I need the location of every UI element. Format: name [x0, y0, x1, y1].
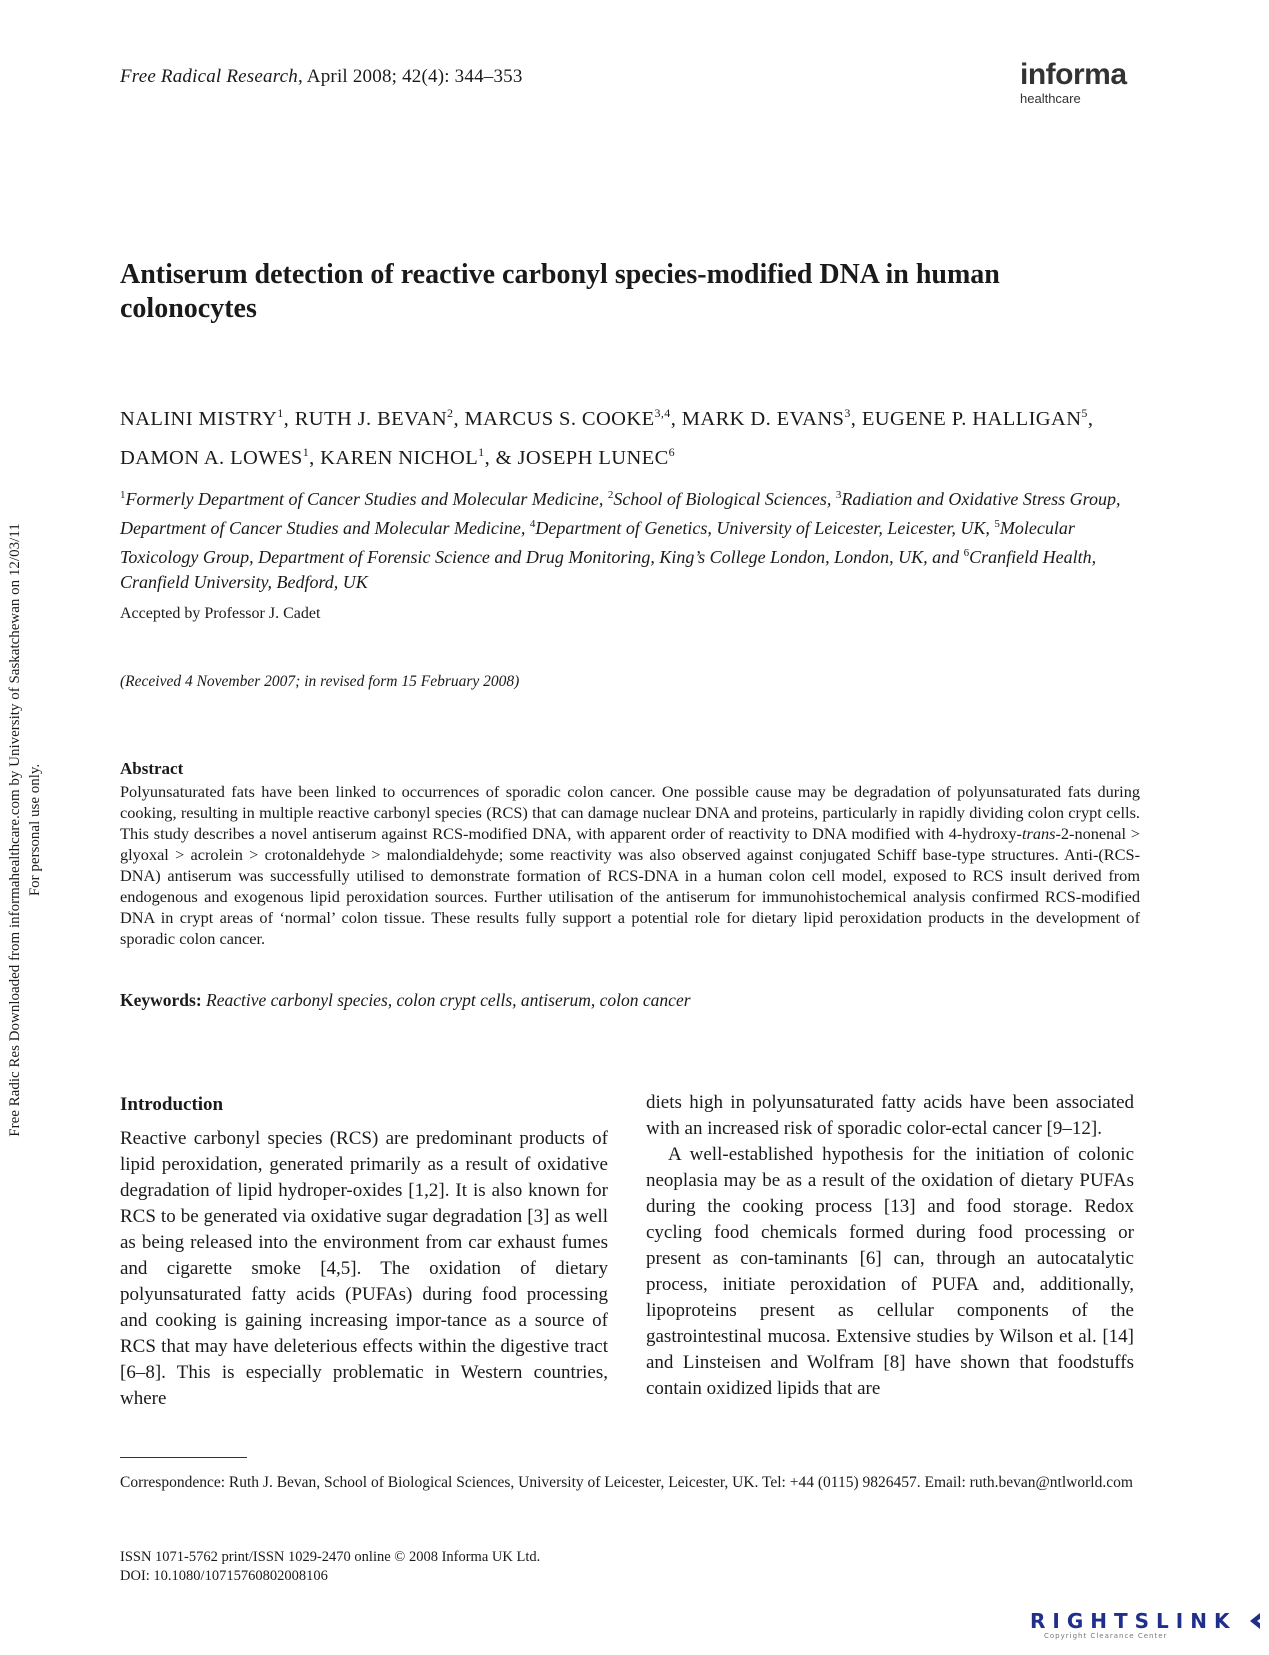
publisher-logo [1020, 60, 1140, 106]
rightslink-logo[interactable] [1030, 1610, 1266, 1652]
affiliation-mark: 6 [963, 547, 970, 559]
logo-sub: healthcare [1020, 91, 1081, 106]
author-name: KAREN NICHOL [320, 446, 479, 469]
accepted-by: Accepted by Professor J. Cadet [120, 605, 321, 622]
affiliation-text: School of Biological Sciences, [613, 489, 836, 509]
rightslink-arrow-icon [1246, 1610, 1266, 1632]
intro-paragraph-1: Reactive carbonyl species (RCS) are predominant products of lipid peroxidation, generated primarily as a result of oxidative degradation of lipid hydroper-oxides [1,2]. It is also known for RCS to be generated via oxidative sugar degradation [3] as well as being released into the environment from car exhaust fumes and cigarette smoke [4,5]. The oxidation of dietary polyunsaturated fatty acids (PUFAs) during food processing and cooking is gaining increasing impor-tance as a source of RCS that may have deleterious effects within the digestive tract [6–8]. This is especially problematic in Western countries, where [120, 1128, 608, 1409]
abstract-part-1: Polyunsaturated fats have been linked to occurrences of sporadic colon cancer. One possible cause may be degradation of polyunsaturated fats during cooking, resulting in multiple reactive carbonyl species (RCS) that can damage nuclear DNA and proteins, particularly in rapidly dividing colon crypt cells. This study describes a novel antiserum against RCS-modified DNA, with apparent order of reactivity to DNA modified with 4-hydroxy- [120, 782, 1140, 843]
column-right [646, 1090, 1134, 1402]
author-affiliation-mark: 5 [1081, 406, 1088, 420]
affiliation-mark: 1 [120, 489, 126, 501]
author-name: RUTH J. BEVAN [294, 407, 448, 430]
correspondence: Correspondence: Ruth J. Bevan, School of Biological Sciences, University of Leicester, Leicester, UK. Tel: +44 (0115) 9826457. Email: ruth.bevan@ntlworld.com [120, 1474, 1133, 1491]
watermark-line-2: For personal use only. [27, 763, 43, 897]
column-left [120, 1092, 608, 1412]
journal-citation [120, 66, 523, 88]
author-affiliation-mark: 1 [277, 406, 284, 420]
author-name: MARK D. EVANS [681, 407, 845, 430]
author-affiliation-mark: 6 [668, 444, 676, 459]
issn-block [120, 1548, 540, 1586]
article-title: Antiserum detection of reactive carbonyl species-modified DNA in human colonocytes [120, 259, 1000, 324]
author-list [120, 397, 1140, 475]
intro-paragraph-continued: diets high in polyunsaturated fatty acids have been associated with an increased risk of sporadic color-ectal cancer [9–12]. [646, 1092, 1134, 1139]
affiliation-mark: 4 [529, 518, 536, 530]
author-separator: , & [484, 446, 518, 469]
author-affiliation-mark: 1 [302, 444, 310, 459]
affiliation-text: Formerly Department of Cancer Studies and Molecular Medicine, [125, 489, 608, 509]
affiliation-text: Department of Genetics, University of Leicester, Leicester, UK, [535, 518, 995, 538]
author-separator: , [283, 407, 295, 430]
keywords-text: Reactive carbonyl species, colon crypt cells, antiserum, colon cancer [206, 990, 691, 1010]
author-name: JOSEPH LUNEC [517, 446, 669, 469]
abstract-part-2: -2-nonenal > glyoxal > acrolein > crotonaldehyde > malondialdehyde; some reactivity was also observed against conjugated Schiff base-type structures. Anti-(RCS-DNA) antiserum was successfully utilised to demonstrate formation of RCS-DNA in a human colon cell model, exposed to RCS insult derived from endogenous and exogenous lipid peroxidation sources. Further utilisation of the antiserum for immunohistochemical analysis confirmed RCS-modified DNA in crypt areas of ‘normal’ colon tissue. These results fully support a potential role for dietary lipid peroxidation products in the development of sporadic colon cancer. [120, 824, 1140, 948]
download-watermark-text [5, 430, 45, 1230]
section-heading-introduction: Introduction [120, 1094, 224, 1115]
abstract-italic: trans [1021, 824, 1056, 843]
issn-line: ISSN 1071-5762 print/ISSN 1029-2470 online © 2008 Informa UK Ltd. [120, 1549, 541, 1565]
affiliations [120, 483, 1140, 595]
author-name: MARCUS S. COOKE [464, 407, 655, 430]
doi-line: DOI: 10.1080/10715760802008106 [120, 1568, 328, 1584]
journal-issue: , April 2008; 42(4): 344–353 [297, 66, 523, 87]
affiliation-mark: 3 [835, 489, 842, 501]
affiliation-text: Cranfield Health, Cranfield University, Bedford, UK [120, 547, 1097, 592]
download-watermark [0, 0, 50, 1655]
received-dates: (Received 4 November 2007; in revised form 15 February 2008) [120, 673, 520, 690]
rightslink-sub: Copyright Clearance Center [1044, 1632, 1168, 1640]
author-affiliation-mark: 3 [844, 406, 851, 420]
author-separator: , [1087, 407, 1094, 430]
watermark-line-1: Free Radic Res Downloaded from informahealthcare.com by University of Saskatchewan on 12/03/11 [7, 523, 23, 1137]
author-separator: , [453, 407, 465, 430]
affiliation-text: Radiation and Oxidative Stress Group, Department of Cancer Studies and Molecular Medicine, [120, 489, 1121, 538]
intro-paragraph-2: A well-established hypothesis for the initiation of colonic neoplasia may be as a result of the oxidation of dietary PUFAs during the cooking process [13] and food storage. Redox cycling food chemicals formed during food processing or present as con-taminants [6] can, through an autocatalytic process, initiate peroxidation of PUFA and, additionally, lipoproteins present as cellular components of the gastrointestinal mucosa. Extensive studies by Wilson et al. [14] and Linsteisen and Wolfram [8] have shown that foodstuffs contain oxidized lipids that are [646, 1144, 1134, 1399]
affiliation-mark: 2 [607, 489, 614, 501]
author-affiliation-mark: 2 [447, 406, 454, 420]
author-name: EUGENE P. HALLIGAN [861, 407, 1082, 430]
author-affiliation-mark: 3,4 [654, 406, 671, 420]
journal-name: Free Radical Research [120, 66, 298, 87]
author-name: NALINI MISTRY [120, 407, 278, 430]
abstract-text [120, 781, 1140, 949]
author-separator: , [670, 407, 682, 430]
author-separator: , [850, 407, 862, 430]
author-affiliation-mark: 1 [478, 444, 485, 459]
footnote-divider [120, 1457, 247, 1458]
logo-brand: informa [1020, 58, 1127, 91]
author-name: DAMON A. LOWES [120, 446, 303, 469]
abstract-heading: Abstract [120, 759, 184, 778]
keywords-label: Keywords: [120, 990, 202, 1010]
affiliation-mark: 5 [994, 518, 1000, 530]
affiliation-text: Molecular Toxicology Group, Department of Forensic Science and Drug Monitoring, King’s College London, London, UK, and [120, 518, 1075, 567]
keywords [120, 990, 1140, 1011]
rightslink-text: RIGHTSLINK [1030, 1609, 1237, 1633]
author-separator: , [309, 446, 321, 469]
